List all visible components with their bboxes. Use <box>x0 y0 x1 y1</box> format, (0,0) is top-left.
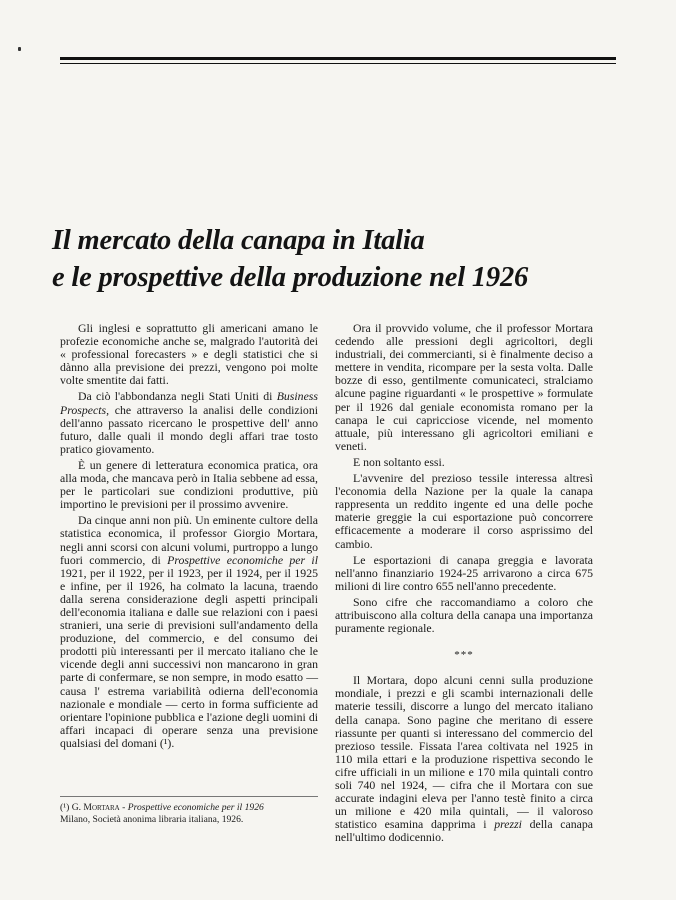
left-paragraph-3: È un genere di letteratura economica pratica, ora alla moda, che mancava però in Italia sebbene ad essa, per le particolari sue condizioni produttive, più importino le previsioni per il prossimo avvenire. <box>60 457 318 512</box>
prospettive-italic: Prospettive economiche per il <box>167 552 318 567</box>
column-gutter <box>325 322 326 822</box>
header-rule-thin <box>60 63 616 64</box>
left-paragraph-2: Da ciò l'abbondanza negli Stati Uniti di Business Prospects, che attraverso la analisi delle condizioni dell'anno passato ricercano le prospettive dell' anno futuro, dalle quali il mondo degli affari trae tosto pratico giovamento. <box>60 389 318 456</box>
article-title <box>52 222 632 296</box>
footnote-work: Prospettive economiche per il 1926 <box>127 802 264 813</box>
left-paragraph-4: Da cinque anni non più. Un eminente cultore della statistica economica, il professor Giorgio Mortara, negli anni scorsi con alcuni volumi, purtroppo a lungo fuori commercio, di Prospettive economiche per il 1921, per il 1922, per il 1923, per il 1924, per il 1925 e infine, per il 1926, ha colmato la lacuna, traendo dalla serena considerazione degli aspetti principali dell'economia italiana e dalle sue relazioni con i paesi stranieri, una serie di previsioni sull'andamento della produzione, del commercio, e del consumo dei prodotti più interessanti per il mercato italiano che le vicende degli anni successivi non mancarono in gran parte di confermare, se non sempre, in modo esatto — causa l' estrema variabilità odierna dell'economia nazionale e mondiale — certo in forma sufficiente ad orientare l'opinione pubblica e l'azione degli uomini di affari incapaci di operare senza una previsione qualsiasi del domani (¹). <box>60 513 318 750</box>
right-paragraph-2: E non soltanto essi. <box>353 454 445 469</box>
title-line-1: Il mercato della canapa in Italia <box>52 225 425 256</box>
left-column <box>60 322 318 750</box>
header-rule-thick <box>60 57 616 60</box>
footnote-rule <box>60 796 318 797</box>
right-paragraph-6: Il Mortara, dopo alcuni cenni sulla produzione mondiale, i prezzi e gli scambi internazionali delle materie tessili, discorre a lungo del mercato italiano della canapa. Sono pagine che meritano di essere riassunte per quanti si interessano del commercio del prezioso tessile. Fissata l'area coltivata nel 1925 in 110 mila ettari e la produzione rispettiva secondo le cifre ufficiali in un milione e 170 mila quintali contro soli 740 nel 1924, — cifra che il Mortara con sue accurate indagini eleva per l'anno testè finito a circa un milione e 420 mila quintali, — il valoroso statistico esamina dapprima i prezzi della canapa nell'ultimo dodicennio. <box>335 673 593 845</box>
title-line-2: e le prospettive della produzione nel 1926 <box>52 262 529 293</box>
prezzi-italic: prezzi <box>494 817 522 832</box>
right-paragraph-5: Sono cifre che raccomandiamo a coloro che attribuiscono alla coltura della canapa una importanza puramente regionale. <box>335 594 593 636</box>
footnote <box>60 802 320 827</box>
left-paragraph-1: Gli inglesi e soprattutto gli americani amano le profezie economiche anche se, malgrado l'autorità dei « professional forecasters » e degli statistici che si dànno alla previsione dei prezzi, vengono poi molte volte smentite dai fatti. <box>60 321 318 388</box>
right-column <box>335 322 593 844</box>
right-paragraph-1: Ora il provvido volume, che il professor Mortara cedendo alle pressioni degli agricoltori, degli industriali, dei commercianti, si è finalmente deciso a mettere in vendita, ricompare per la sesta volta. Dalle bozze di esso, gentilmente comunicateci, stralciamo alcune pagine riguardanti « le prospettive » formulate per il 1926 dal geniale economista romano per la canapa le cui capricciose vicende, nel momento attuale, più interessano gli agricoltori emiliani e veneti. <box>335 321 593 453</box>
footnote-author: G. Mortara <box>71 802 120 813</box>
footnote-line-2: Milano, Società anonima libraria italiana, 1926. <box>60 814 244 826</box>
business-prospects-italic: Business Prospects, <box>60 389 318 417</box>
footnote-line-1: (¹) G. Mortara - Prospettive economiche per il 1926 <box>60 802 264 813</box>
scan-speck <box>18 47 21 51</box>
right-paragraph-3: L'avvenire del prezioso tessile interessa altresì l'economia della Nazione per la quale la canapa rappresenta un reddito ingente ed una delle poche materie greggie la cui esportazione può concorrere efficacemente a moderare il corso asprissimo del cambio. <box>335 471 593 551</box>
section-separator: *** <box>454 649 474 662</box>
right-paragraph-4: Le esportazioni di canapa greggia e lavorata nell'anno finanziario 1924-25 arrivarono a circa 675 milioni di lire contro 655 nell'anno precedente. <box>335 552 593 593</box>
